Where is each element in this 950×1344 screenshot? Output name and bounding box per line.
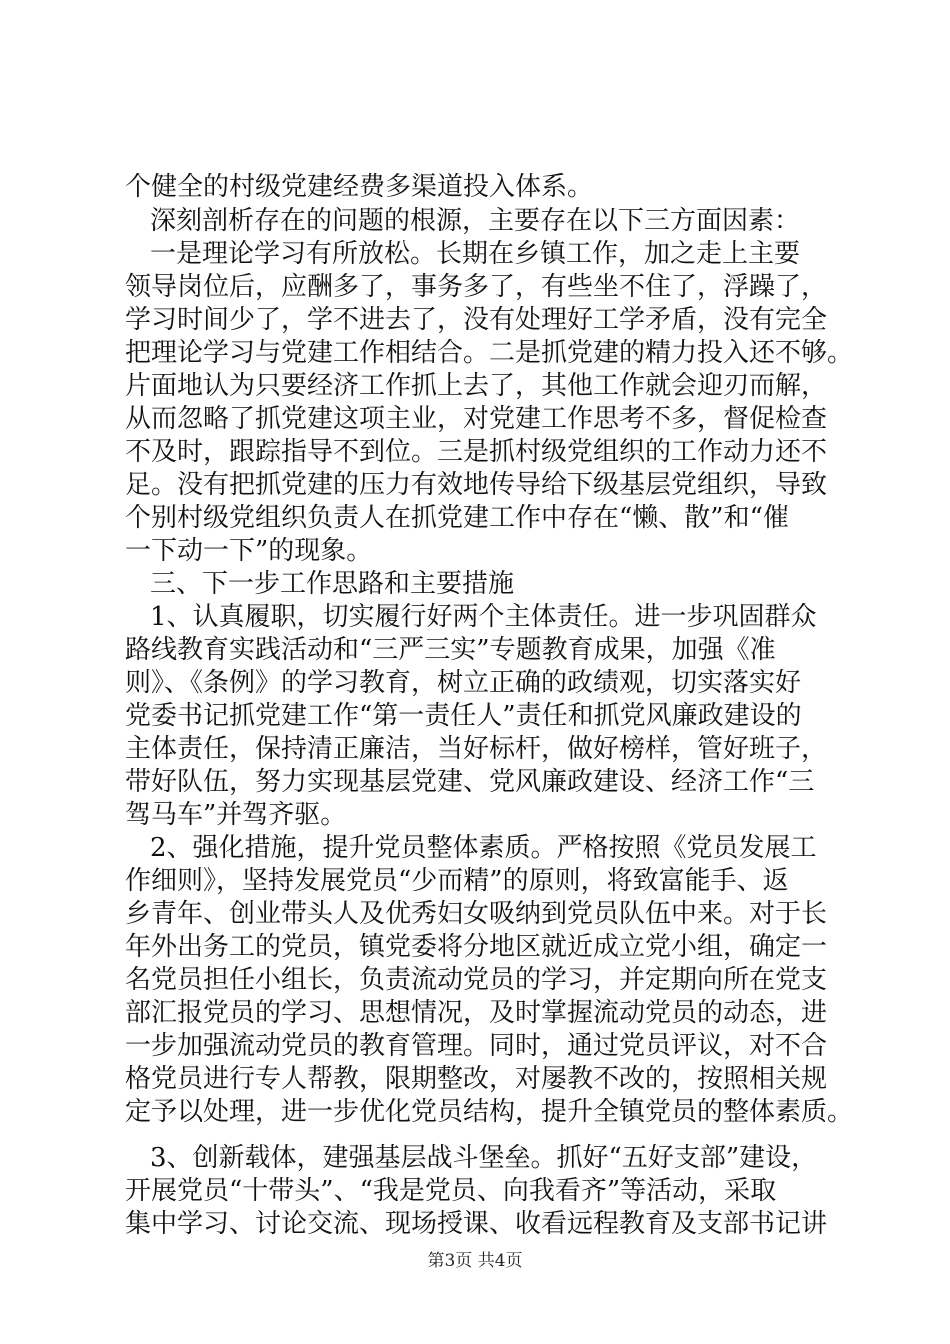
text-line: 主体责任，保持清正廉洁，当好标杆，做好榜样，管好班子， [125, 734, 828, 764]
text-line: 一是理论学习有所放松。长期在乡镇工作，加之走上主要 [150, 239, 801, 269]
text-line: 部汇报党员的学习、思想情况，及时掌握流动党员的动态，进 [125, 998, 828, 1028]
text-line: 1、认真履职，切实履行好两个主体责任。进一步巩固群众 [150, 602, 817, 632]
text-line: 不及时，跟踪指导不到位。三是抓村级党组织的工作动力还不 [125, 437, 828, 467]
text-line: 乡青年、创业带头人及优秀妇女吸纳到党员队伍中来。对于长 [125, 899, 828, 929]
page-footer: 第3页 共4页 [427, 1251, 523, 1271]
text-line: 把理论学习与党建工作相结合。二是抓党建的精力投入还不够。 [125, 338, 854, 368]
text-line: 从而忽略了抓党建这项主业，对党建工作思考不多，督促检查 [125, 404, 828, 434]
text-line: 格党员进行专人帮教，限期整改，对屡教不改的，按照相关规 [125, 1064, 828, 1094]
text-line: 则》、《条例》的学习教育，树立正确的政绩观，切实落实好 [125, 668, 802, 698]
text-line: 片面地认为只要经济工作抓上去了，其他工作就会迎刃而解， [125, 371, 828, 401]
text-line: 深刻剖析存在的问题的根源，主要存在以下三方面因素： [150, 206, 801, 236]
text-line: 党委书记抓党建工作“第一责任人”责任和抓党风廉政建设的 [125, 701, 802, 731]
text-line: 个健全的村级党建经费多渠道投入体系。 [125, 172, 594, 202]
text-line: 学习时间少了，学不进去了，没有处理好工学矛盾，没有完全 [125, 305, 828, 335]
text-line: 定予以处理，进一步优化党员结构，提升全镇党员的整体素质。 [125, 1097, 854, 1127]
text-line: 带好队伍，努力实现基层党建、党风廉政建设、经济工作“三 [125, 767, 815, 797]
text-line: 开展党员“十带头”、“我是党员、向我看齐”等活动，采取 [125, 1176, 777, 1206]
section-heading: 三、下一步工作思路和主要措施 [150, 569, 515, 599]
text-line: 领导岗位后，应酬多了，事务多了，有些坐不住了，浮躁了， [125, 272, 828, 302]
text-line: 驾马车”并驾齐驱。 [125, 800, 347, 830]
text-line: 名党员担任小组长，负责流动党员的学习，并定期向所在党支 [125, 965, 828, 995]
text-line: 路线教育实践活动和“三严三实”专题教育成果，加强《准 [125, 635, 776, 665]
text-line: 2、强化措施，提升党员整体素质。严格按照《党员发展工 [150, 833, 817, 863]
text-line: 作细则》，坚持发展党员“少而精”的原则，将致富能手、返 [125, 866, 789, 896]
text-line: 个别村级党组织负责人在抓党建工作中存在“懒、散”和“催 [125, 503, 789, 533]
text-line: 足。没有把抓党建的压力有效地传导给下级基层党组织，导致 [125, 470, 828, 500]
text-line: 集中学习、讨论交流、现场授课、收看远程教育及支部书记讲 [125, 1209, 828, 1239]
text-line: 3、创新载体，建强基层战斗堡垒。抓好“五好支部”建设， [150, 1143, 818, 1173]
text-line: 一步加强流动党员的教育管理。同时，通过党员评议，对不合 [125, 1031, 828, 1061]
text-line: 一下动一下”的现象。 [125, 536, 373, 566]
text-line: 年外出务工的党员，镇党委将分地区就近成立党小组，确定一 [125, 932, 828, 962]
